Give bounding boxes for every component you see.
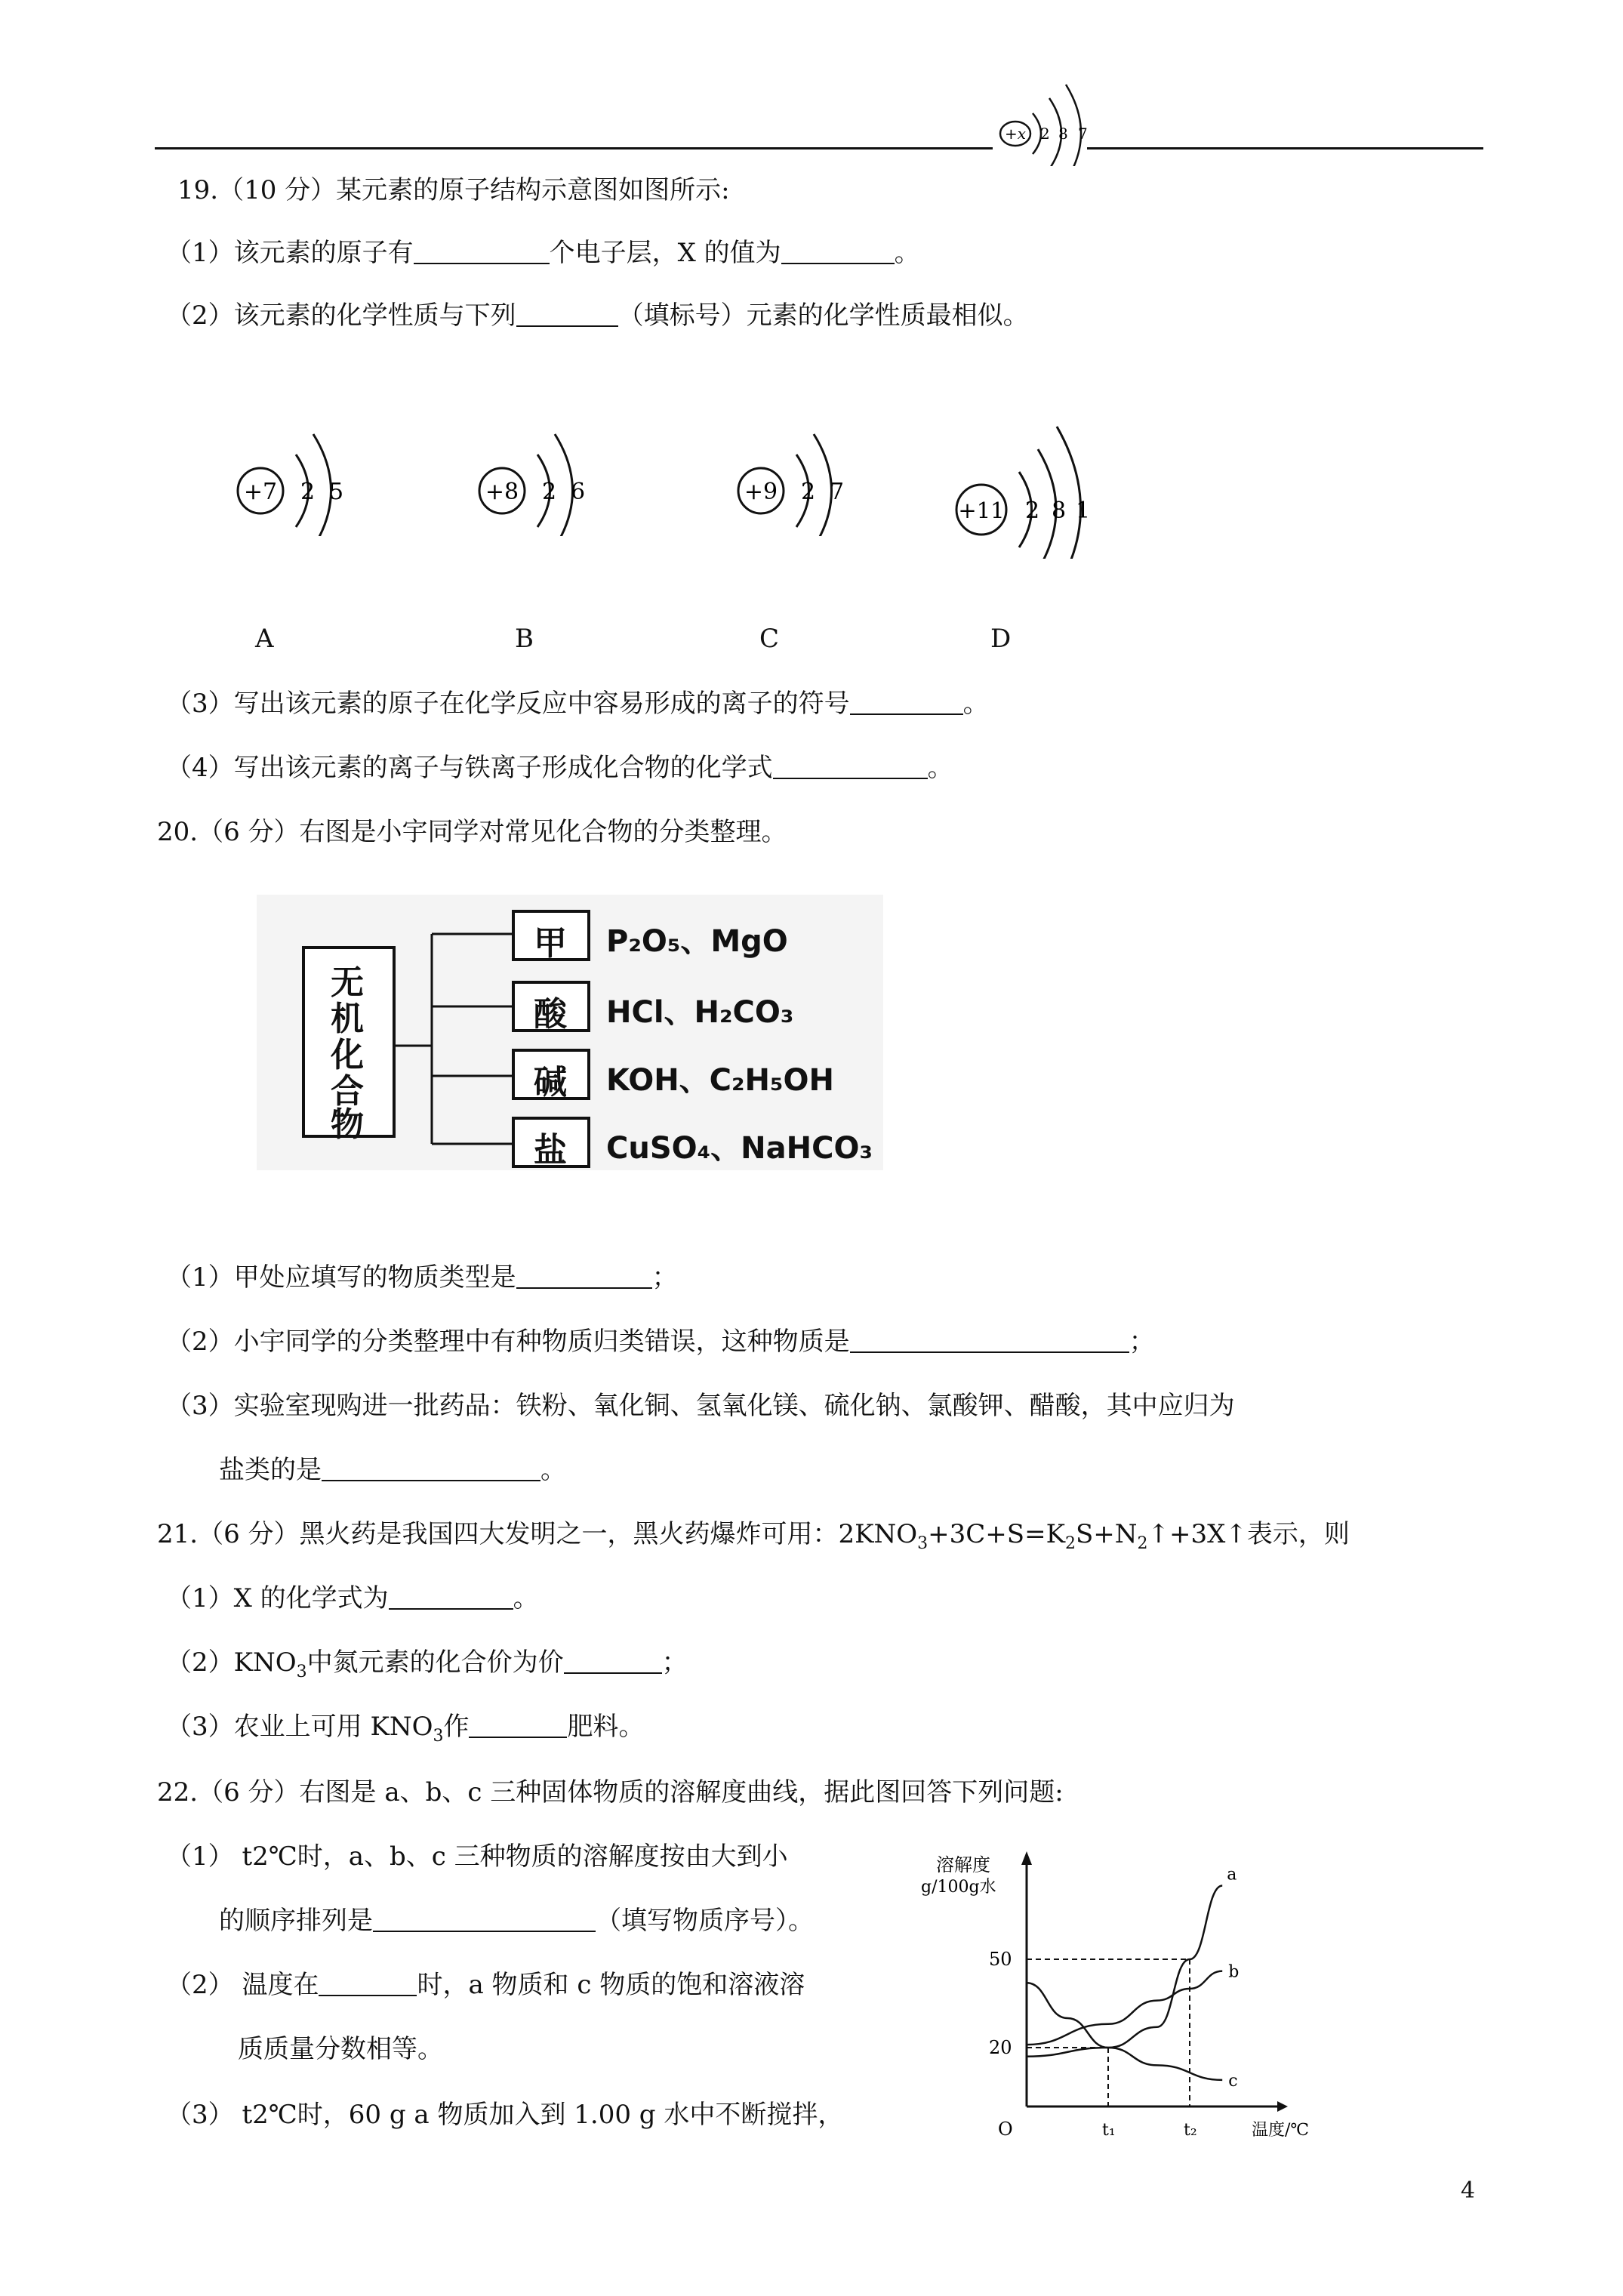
q21-sub2-text-a: （2）KNO bbox=[166, 1647, 297, 1678]
class-box-salt: 盐 bbox=[534, 1131, 567, 1170]
atom-diagram-b bbox=[468, 408, 619, 536]
y-axis-label-1: 溶解度 bbox=[936, 1854, 990, 1875]
class-items-salt: CuSO₄、NaHCO₃ bbox=[606, 1131, 873, 1166]
q21-sub2-text-b: 中氮元素的化合价为价 bbox=[306, 1647, 564, 1678]
q19-sub4 bbox=[166, 751, 953, 784]
q22-sub3: （3） t2℃时，60 g a 物质加入到 1.00 g 水中不断搅拌， bbox=[166, 2100, 844, 2130]
q20-sub3-text-c: 。 bbox=[540, 1455, 566, 1485]
root-char-5: 物 bbox=[331, 1105, 364, 1144]
atom-c-nucleus: +9 bbox=[744, 479, 778, 505]
q19-blank-layers[interactable] bbox=[414, 237, 550, 264]
q19-sub1 bbox=[166, 236, 920, 270]
y-tick-20: 20 bbox=[989, 2037, 1012, 2058]
atom-d-nucleus: +11 bbox=[958, 498, 1005, 523]
q21-sub1 bbox=[166, 1582, 539, 1615]
classification-diagram bbox=[257, 895, 883, 1170]
q19-title: 19.（10 分）某元素的原子结构示意图如图所示: bbox=[177, 175, 730, 205]
q22-sub2-text-b: 时，a 物质和 c 物质的饱和溶液溶 bbox=[417, 1970, 805, 2000]
q20-blank-wrong[interactable] bbox=[850, 1326, 1129, 1353]
q19-sub4-text-a: （4）写出该元素的离子与铁离子形成化合物的化学式 bbox=[166, 753, 773, 783]
class-items-acid: HCl、H₂CO₃ bbox=[606, 995, 794, 1030]
q21-sub-2a: 2 bbox=[1064, 1534, 1076, 1553]
atom-c-shell-1: 2 bbox=[801, 479, 816, 505]
atom-b-shell-2: 6 bbox=[571, 479, 586, 505]
x-tick-t1: t₁ bbox=[1102, 2121, 1116, 2140]
q19-sub2-text-a: （2）该元素的化学性质与下列 bbox=[166, 300, 516, 331]
curve-label-a: a bbox=[1227, 1865, 1237, 1885]
q19-sub1-text-c: 。 bbox=[894, 238, 920, 268]
class-items-jia: P₂O₅、MgO bbox=[606, 924, 788, 959]
header-atom-icon bbox=[989, 76, 1102, 166]
header-shell-1: 2 bbox=[1040, 125, 1050, 143]
q19-sub2-text-b: （填标号）元素的化学性质最相似。 bbox=[617, 300, 1029, 331]
q19-blank-formula[interactable] bbox=[773, 752, 928, 779]
root-char-1: 无 bbox=[331, 963, 364, 1002]
curve-label-b: b bbox=[1228, 1962, 1240, 1982]
q21-sub-3: 3 bbox=[917, 1534, 929, 1553]
atom-diagram-d bbox=[947, 408, 1129, 559]
atom-label-d: D bbox=[990, 624, 1012, 654]
atom-label-a: A bbox=[255, 624, 274, 654]
curve-b bbox=[1027, 1971, 1222, 2045]
class-box-acid: 酸 bbox=[534, 995, 567, 1034]
q20-sub2 bbox=[166, 1325, 1155, 1358]
header-nucleus-label: +x bbox=[1004, 125, 1027, 143]
root-char-3: 化 bbox=[331, 1036, 364, 1074]
q20-sub3-cont bbox=[219, 1453, 566, 1487]
atom-d-shell-1: 2 bbox=[1025, 498, 1040, 524]
q20-blank-salts[interactable] bbox=[322, 1454, 540, 1481]
q20-sub3-text-b: 盐类的是 bbox=[219, 1455, 322, 1485]
q22-sub1-text-b: 的顺序排列是 bbox=[219, 1906, 373, 1936]
q22-blank-temp[interactable] bbox=[319, 1969, 417, 1996]
x-tick-t2: t₂ bbox=[1184, 2121, 1197, 2140]
q20-sub1-text-a: （1）甲处应填写的物质类型是 bbox=[166, 1262, 516, 1293]
header-shell-2: 8 bbox=[1058, 125, 1068, 143]
x-axis-arrow bbox=[1277, 2101, 1288, 2112]
q21-blank-valence[interactable] bbox=[564, 1647, 662, 1674]
q19-sub1-text-b: 个电子层，X 的值为 bbox=[549, 238, 781, 268]
q19-sub3 bbox=[166, 687, 989, 720]
class-box-jia: 甲 bbox=[534, 924, 567, 963]
q21-sub3 bbox=[166, 1710, 644, 1753]
atom-c-shell-2: 7 bbox=[830, 479, 845, 505]
header-rule-left bbox=[155, 147, 993, 149]
solubility-chart bbox=[891, 1812, 1313, 2144]
q21-sub2-text-c: ； bbox=[661, 1647, 688, 1678]
x-axis-label: 温度/℃ bbox=[1252, 2121, 1310, 2140]
atom-label-b: B bbox=[515, 624, 534, 654]
atom-diagram-c bbox=[727, 408, 878, 536]
atom-d-shell-2: 8 bbox=[1052, 498, 1067, 524]
q21-title-a: 21.（6 分）黑火药是我国四大发明之一，黑火药爆炸可用：2KNO bbox=[157, 1519, 918, 1549]
q22-sub2-text-a: （2） 温度在 bbox=[166, 1970, 319, 2000]
q21-sub2-subscript: 3 bbox=[296, 1663, 307, 1681]
q21-blank-fertilizer[interactable] bbox=[469, 1711, 567, 1738]
atom-a-shell-2: 5 bbox=[329, 479, 344, 505]
q22-sub1-cont bbox=[219, 1904, 814, 1937]
curve-a bbox=[1027, 1886, 1222, 2057]
q21-sub3-text-c: 肥料。 bbox=[567, 1712, 645, 1742]
q21-sub-2b: 2 bbox=[1137, 1534, 1148, 1553]
q19-sub1-text-a: （1）该元素的原子有 bbox=[166, 238, 414, 268]
header-rule-right bbox=[1087, 147, 1483, 149]
q20-sub1-text-b: ； bbox=[651, 1262, 678, 1293]
q21-sub1-text-b: 。 bbox=[513, 1583, 539, 1613]
q21-sub3-text-b: 作 bbox=[443, 1712, 470, 1742]
q21-title-d: ↑+3X↑表示，则 bbox=[1147, 1519, 1350, 1549]
q21-sub1-text-a: （1）X 的化学式为 bbox=[166, 1583, 389, 1613]
header-shell-3: 7 bbox=[1078, 125, 1088, 143]
atom-b-nucleus: +8 bbox=[485, 479, 519, 505]
page-number: 4 bbox=[1461, 2177, 1476, 2204]
q22-blank-order[interactable] bbox=[373, 1905, 596, 1932]
q19-blank-similar[interactable] bbox=[516, 300, 618, 327]
q19-sub3-text-a: （3）写出该元素的原子在化学反应中容易形成的离子的符号 bbox=[166, 689, 850, 719]
atom-d-shell-3: 1 bbox=[1076, 498, 1091, 524]
root-char-2: 机 bbox=[331, 1000, 364, 1038]
q21-title bbox=[157, 1518, 1350, 1561]
atom-a-shell-1: 2 bbox=[300, 479, 316, 505]
q21-sub3-subscript: 3 bbox=[433, 1727, 444, 1746]
y-tick-50: 50 bbox=[989, 1949, 1012, 1970]
q21-title-c: S+N bbox=[1075, 1519, 1138, 1549]
atom-diagram-a bbox=[226, 408, 377, 536]
atom-label-c: C bbox=[759, 624, 780, 654]
q22-sub1-text-c: （填写物质序号）。 bbox=[596, 1906, 814, 1936]
q20-sub2-text-a: （2）小宇同学的分类整理中有种物质归类错误，这种物质是 bbox=[166, 1327, 850, 1357]
q19-blank-ion[interactable] bbox=[850, 688, 963, 715]
curve-c bbox=[1027, 1983, 1222, 2080]
root-char-4: 合 bbox=[331, 1072, 364, 1111]
q20-sub3: （3）实验室现购进一批药品：铁粉、氧化铜、氢氧化镁、硫化钠、氯酸钾、醋酸，其中应归为 bbox=[166, 1391, 1235, 1421]
q20-sub2-text-b: ； bbox=[1129, 1327, 1155, 1357]
q21-blank-x[interactable] bbox=[389, 1583, 513, 1610]
q20-sub1 bbox=[166, 1261, 678, 1294]
q22-sub1: （1） t2℃时，a、b、c 三种物质的溶解度按由大到小 bbox=[166, 1841, 788, 1872]
q19-sub2 bbox=[166, 299, 1029, 332]
q20-title: 20.（6 分）右图是小宇同学对常见化合物的分类整理。 bbox=[157, 817, 787, 847]
q19-sub4-text-b: 。 bbox=[927, 753, 953, 783]
q21-title-b: +3C+S=K bbox=[928, 1519, 1065, 1549]
y-axis-arrow bbox=[1021, 1851, 1032, 1865]
curve-label-c: c bbox=[1228, 2071, 1238, 2091]
class-box-base: 碱 bbox=[534, 1063, 567, 1102]
y-axis-label-2: g/100g水 bbox=[921, 1878, 996, 1897]
atom-a-nucleus: +7 bbox=[243, 479, 278, 505]
q22-sub2-cont: 质质量分数相等。 bbox=[238, 2034, 443, 2064]
class-items-base: KOH、C₂H₅OH bbox=[606, 1063, 835, 1098]
q21-sub2 bbox=[166, 1646, 688, 1689]
atom-b-shell-1: 2 bbox=[542, 479, 557, 505]
origin-label: O bbox=[998, 2119, 1013, 2140]
q20-blank-type[interactable] bbox=[516, 1262, 652, 1289]
q19-blank-x[interactable] bbox=[781, 237, 895, 264]
q19-sub3-text-b: 。 bbox=[962, 689, 989, 719]
q22-title: 22.（6 分）右图是 a、b、c 三种固体物质的溶解度曲线，据此图回答下列问题: bbox=[157, 1777, 1064, 1808]
q21-sub3-text-a: （3）农业上可用 KNO bbox=[166, 1712, 433, 1742]
q22-sub2 bbox=[166, 1968, 805, 2002]
